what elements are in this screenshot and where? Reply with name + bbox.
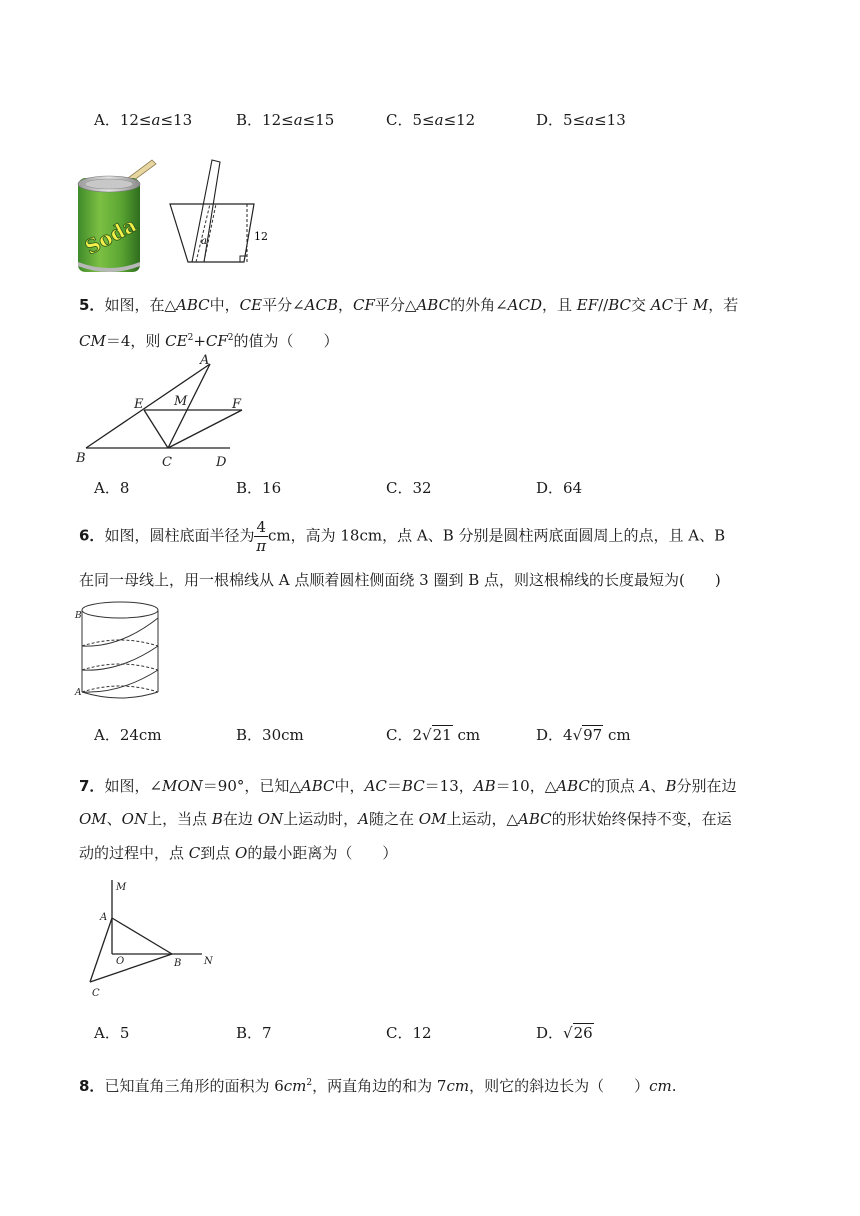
q4-option-d[interactable]: D．5≤a≤13 bbox=[536, 111, 626, 129]
svg-text:a: a bbox=[201, 236, 207, 247]
svg-text:N: N bbox=[204, 956, 213, 967]
q6-option-b[interactable]: B．30cm bbox=[236, 726, 304, 744]
q7-option-c[interactable]: C．12 bbox=[386, 1024, 432, 1042]
q5-option-a[interactable]: A．8 bbox=[94, 479, 130, 497]
q5-option-d[interactable]: D．64 bbox=[536, 479, 583, 497]
q7-option-a[interactable]: A．5 bbox=[94, 1024, 130, 1042]
svg-text:F: F bbox=[232, 397, 242, 412]
q7-text-line2: OM、ON上，当点 B在边 ON上运动时，A随之在 OM上运动，△ABC的形状始终保持不变，在运 bbox=[79, 810, 732, 828]
soda-logo-text: Soda bbox=[80, 212, 141, 260]
q8-text-line1: 8．已知直角三角形的面积为 $6cm^2$，两直角边的和为 7cm，则它的斜边长为（ ）cm. bbox=[79, 1077, 677, 1095]
q7-option-b[interactable]: B．7 bbox=[236, 1024, 272, 1042]
q5-text-line2: CM＝4，则 $CE^2+CF^2$的值为（ ） bbox=[79, 332, 339, 350]
svg-text:D: D bbox=[216, 455, 227, 470]
q5-figure bbox=[74, 350, 264, 470]
q6-text-line1: 6．如图，圆柱底面半径为 $\frac{4}{\pi}$ cm，高为 18cm，点 A、B 分别是圆柱两底面圆周上的点，且 A、B bbox=[79, 518, 726, 555]
svg-text:B: B bbox=[76, 451, 86, 466]
sqrt-symbol: √97 bbox=[572, 726, 603, 744]
q6-cylinder-figure bbox=[74, 598, 164, 704]
svg-text:C: C bbox=[162, 455, 172, 470]
soda-can-image bbox=[74, 156, 160, 276]
q7-option-d[interactable]: D．√26 bbox=[536, 1024, 593, 1042]
svg-text:B: B bbox=[75, 611, 82, 621]
q4-option-b[interactable]: B．12≤a≤15 bbox=[236, 111, 335, 129]
q6-option-d[interactable]: D．4√97 cm bbox=[536, 726, 631, 744]
svg-text:M: M bbox=[116, 882, 127, 893]
svg-text:O: O bbox=[116, 956, 125, 967]
svg-text:A: A bbox=[200, 353, 210, 368]
svg-text:A: A bbox=[75, 688, 82, 698]
q5-option-b[interactable]: B．16 bbox=[236, 479, 282, 497]
q4-option-a[interactable]: A．12≤a≤13 bbox=[94, 111, 193, 129]
svg-text:C: C bbox=[92, 988, 100, 999]
svg-text:E: E bbox=[134, 397, 144, 412]
q4-cup-figure bbox=[166, 156, 276, 268]
q5-option-c[interactable]: C．32 bbox=[386, 479, 432, 497]
q7-figure bbox=[84, 876, 224, 1000]
q4-option-c[interactable]: C．5≤a≤12 bbox=[386, 111, 476, 129]
q5-text-line1: 5．如图，在△ABC中，CE平分∠ACB，CF平分△ABC的外角∠ACD，且 EF//BC交 AC于 M，若 bbox=[79, 296, 739, 314]
q6-option-c[interactable]: C．2√21 cm bbox=[386, 726, 481, 744]
q6-text-line2: 在同一母线上，用一根棉线从 A 点顺着圆柱侧面绕 3 圈到 B 点，则这根棉线的长度最短为( ) bbox=[79, 571, 721, 589]
svg-text:A: A bbox=[100, 912, 108, 923]
svg-text:B: B bbox=[174, 958, 182, 969]
sqrt-symbol: √21 bbox=[422, 726, 452, 744]
q7-text-line1: 7．如图，∠MON＝90°，已知△ABC中，AC＝BC＝13，AB＝10，△ABC的顶点 A、B分别在边 bbox=[79, 777, 737, 795]
svg-text:M: M bbox=[174, 394, 188, 409]
q6-option-a[interactable]: A．24cm bbox=[94, 726, 162, 744]
q6-radius-fraction: $\frac{4}{\pi}$ bbox=[256, 518, 267, 555]
svg-text:12: 12 bbox=[254, 230, 268, 243]
sqrt-symbol: √26 bbox=[563, 1024, 593, 1042]
q7-text-line3: 动的过程中，点 C到点 O的最小距离为（ ） bbox=[79, 844, 398, 862]
